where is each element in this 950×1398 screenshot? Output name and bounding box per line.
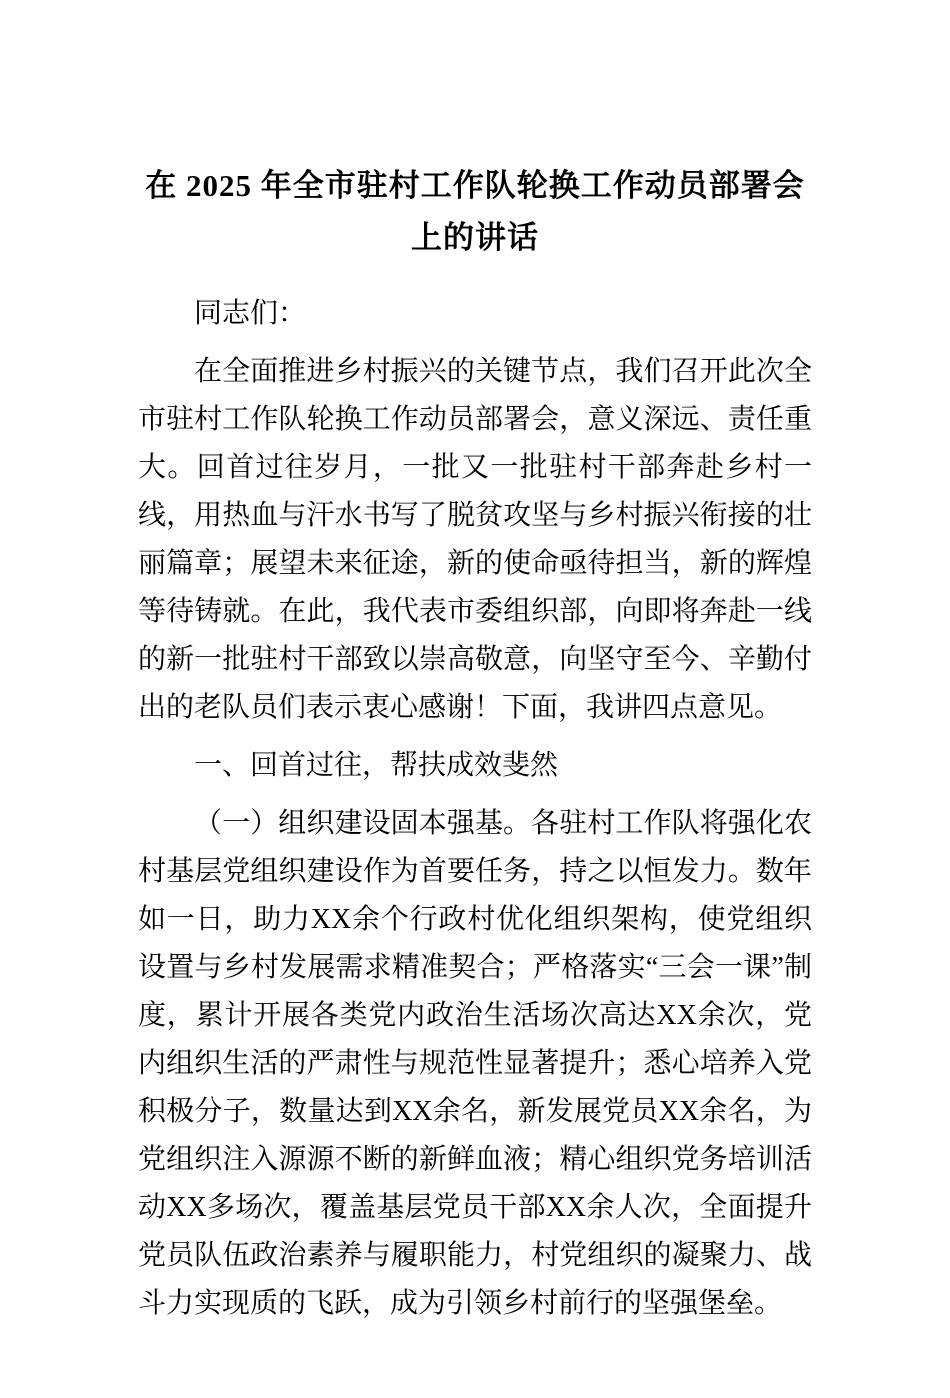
paragraph-salutation: 同志们：	[194, 298, 307, 329]
paragraph-section-heading: 一、回首过往，帮扶成效斐然	[194, 750, 559, 781]
document-title: 在 2025 年全市驻村工作队轮换工作动员部署会上的讲话	[145, 168, 805, 255]
paragraph-section-one-content: （一）组织建设固本强基。各驻村工作队将强化农村基层党组织建设作为首要任务，持之以恒发力。数年如一日，助力XX余个行政村优化组织架构，使党组织设置与乡村发展需求精准契合；严格落实“三会一课”制度，累计开展各类党内政治生活场次高达XX余次，党内组织生活的严肃性与规范性显著提升；悉心培养入党积极分子，数量达到XX余名，新发展党员XX余名，为党组织注入源源不断的新鲜血液；精心组织党务培训活动XX多场次，覆盖基层党员干部XX余人次，全面提升党员队伍政治素养与履职能力，村党组织的凝聚力、战斗力实现质的飞跃，成为引领乡村前行的坚强堡垒。	[138, 808, 812, 1319]
paragraph-opening: 在全面推进乡村振兴的关键节点，我们召开此次全市驻村工作队轮换工作动员部署会，意义深远、责任重大。回首过往岁月，一批又一批驻村干部奔赴乡村一线，用热血与汗水书写了脱贫攻坚与乡村振兴衔接的壮丽篇章；展望未来征途，新的使命亟待担当，新的辉煌等待铸就。在此，我代表市委组织部，向即将奔赴一线的新一批驻村干部致以崇高敬意，向坚守至今、辛勤付出的老队员们表示衷心感谢！下面，我讲四点意见。	[138, 356, 812, 723]
